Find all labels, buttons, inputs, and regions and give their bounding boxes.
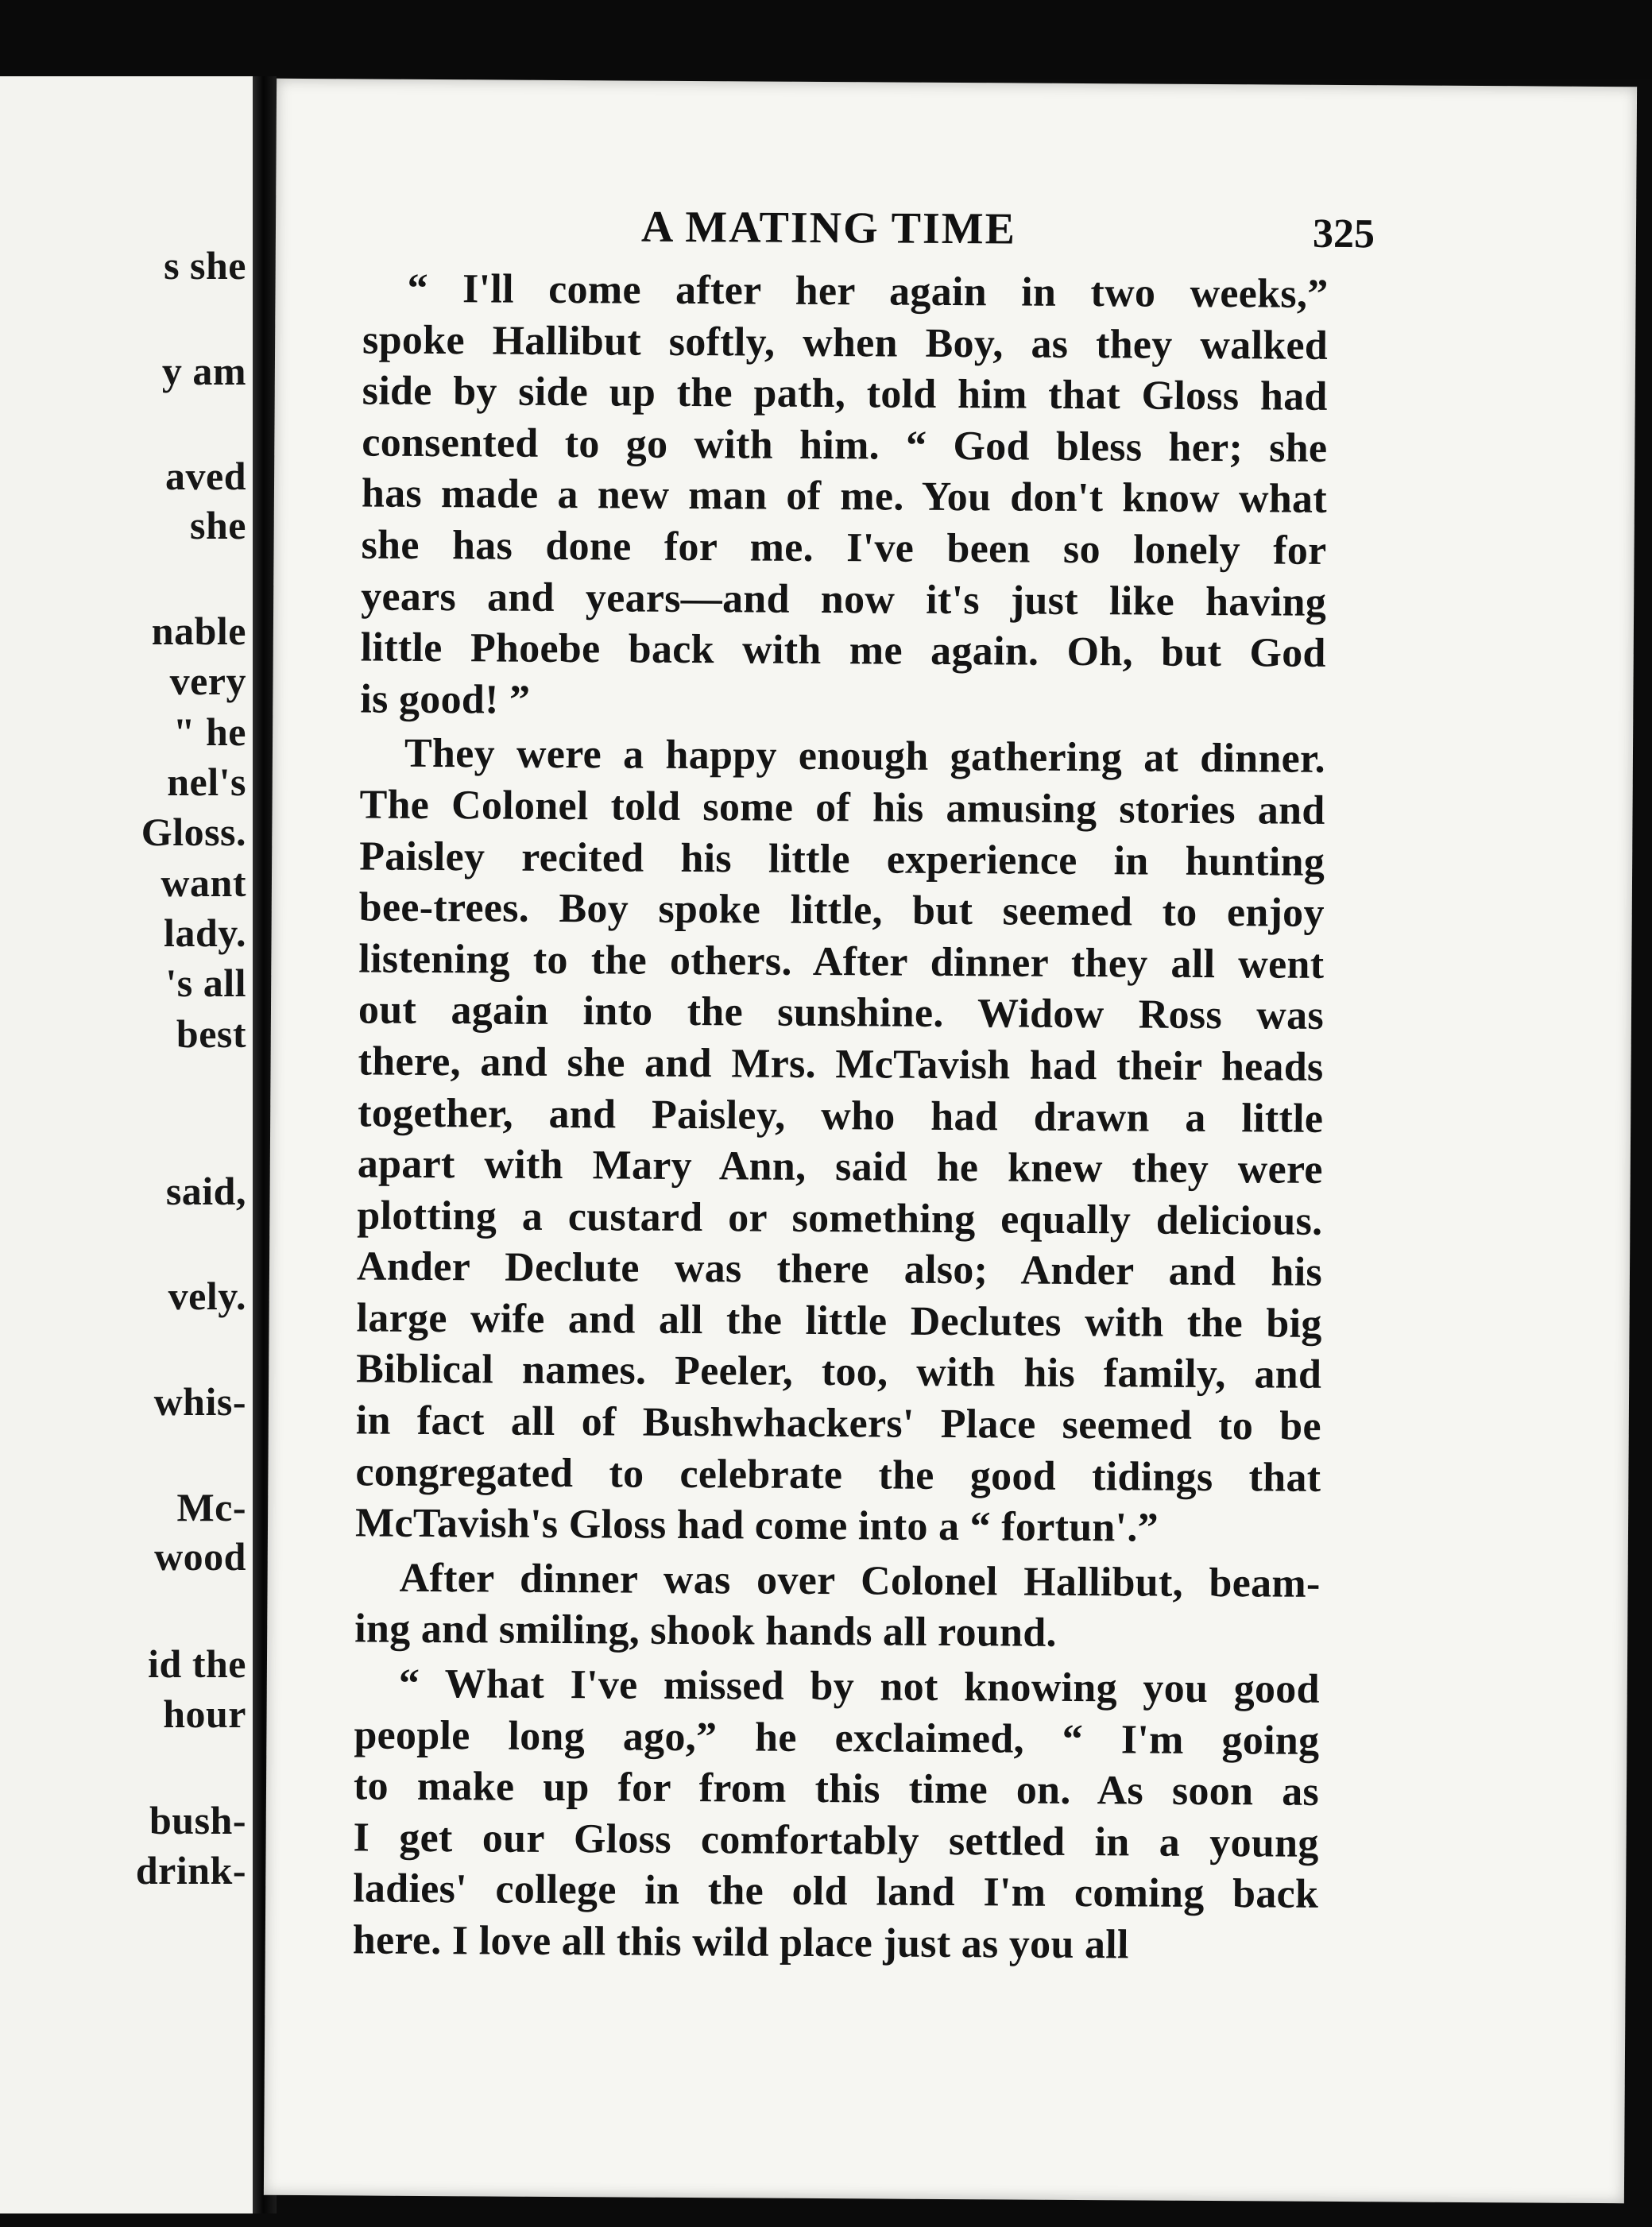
- text-line: she has done for me. I've been so lonely for: [361, 522, 1327, 574]
- paragraph: [360, 263, 1329, 731]
- previous-page-text: [0, 76, 253, 2213]
- text-line: years and years—and now it's just like having: [360, 574, 1327, 625]
- previous-page-line: 's all: [165, 961, 246, 1005]
- text-line: bee-trees. Boy spoke little, but seemed to enjoy: [358, 884, 1325, 936]
- text-line: spoke Hallibut softly, when Boy, as they walked: [362, 317, 1329, 369]
- text-line: I get our Gloss comfortably settled in a young: [353, 1815, 1319, 1866]
- page-number: 325: [1312, 211, 1375, 257]
- previous-page-line: Mc-: [176, 1485, 246, 1529]
- text-line: listening to the others. After dinner they all went: [358, 936, 1325, 988]
- previous-page-line: best: [176, 1011, 246, 1056]
- previous-page-line: y am: [161, 349, 246, 393]
- scanner-background: [0, 0, 1652, 79]
- previous-page-line: aved: [165, 454, 246, 498]
- text-line: apart with Mary Ann, said he knew they were: [357, 1141, 1323, 1193]
- text-line: McTavish's Gloss had come into a “ fortun'.”: [354, 1500, 1159, 1551]
- text-line: is good! ”: [360, 676, 531, 723]
- previous-page-line: id the: [148, 1641, 246, 1686]
- page-body-text: [353, 263, 1329, 1972]
- book-page: [264, 79, 1637, 2203]
- text-line: together, and Paisley, who had drawn a little: [358, 1089, 1324, 1142]
- previous-page-line: said,: [165, 1169, 246, 1213]
- previous-page-line: she: [190, 503, 246, 547]
- text-line: The Colonel told some of his amusing stories and: [359, 782, 1325, 833]
- previous-page-line: hour: [163, 1692, 246, 1736]
- previous-page-line: " he: [172, 709, 246, 754]
- previous-page-line: very: [169, 659, 246, 703]
- text-line: large wife and all the little Declutes with the big: [356, 1295, 1322, 1347]
- previous-page-line: vely.: [168, 1274, 246, 1318]
- text-line: Paisley recited his little experience in hunting: [359, 833, 1325, 885]
- previous-page-line: drink-: [135, 1848, 246, 1893]
- previous-page-line: nable: [151, 609, 246, 653]
- paragraph: [353, 1658, 1320, 1972]
- previous-page-line: bush-: [149, 1798, 246, 1842]
- paragraph: [355, 729, 1325, 1556]
- paragraph: [354, 1552, 1321, 1661]
- text-line: Biblical names. Peeler, too, with his family, and: [356, 1346, 1322, 1398]
- text-line: little Phoebe back with me again. Oh, but God: [360, 624, 1326, 677]
- text-line: ladies' college in the old land I'm coming back: [353, 1865, 1319, 1918]
- previous-page-fragment: [0, 76, 253, 2213]
- text-line: consented to go with him. “ God bless her; she: [362, 419, 1328, 471]
- running-header: [276, 199, 1636, 263]
- previous-page-line: whis-: [153, 1379, 246, 1424]
- running-title: A MATING TIME: [640, 202, 1017, 254]
- previous-page-line: Gloss.: [141, 810, 246, 854]
- text-line: “ I'll come after her again in two weeks,”: [407, 265, 1329, 317]
- text-line: has made a new man of me. You don't know what: [361, 470, 1328, 523]
- text-line: congregated to celebrate the good tidings that: [355, 1449, 1321, 1501]
- text-line: “ What I've missed by not knowing you good: [398, 1661, 1320, 1712]
- text-line: plotting a custard or something equally delicious.: [357, 1193, 1323, 1244]
- text-line: here. I love all this wild place just as you all: [352, 1917, 1129, 1968]
- previous-page-line: nel's: [167, 760, 246, 804]
- text-line: in fact all of Bushwhackers' Place seemed to be: [355, 1398, 1321, 1449]
- previous-page-line: wood: [154, 1534, 246, 1579]
- text-line: there, and she and Mrs. McTavish had their heads: [358, 1038, 1324, 1090]
- previous-page-line: want: [161, 860, 246, 905]
- text-line: After dinner was over Colonel Hallibut, beam-: [399, 1555, 1321, 1606]
- text-line: out again into the sunshine. Widow Ross was: [358, 987, 1325, 1039]
- previous-page-line: s she: [164, 243, 246, 288]
- text-line: to make up for from this time on. As soon as: [353, 1763, 1320, 1815]
- text-line: people long ago,” he exclaimed, “ I'm going: [354, 1712, 1320, 1764]
- previous-page-line: lady.: [164, 911, 246, 955]
- text-line: They were a happy enough gathering at dinner.: [404, 731, 1326, 783]
- text-line: side by side up the path, told him that Gloss had: [362, 368, 1328, 420]
- text-line: ing and smiling, shook hands all round.: [354, 1606, 1057, 1657]
- text-line: Ander Declute was there also; Ander and his: [356, 1243, 1323, 1296]
